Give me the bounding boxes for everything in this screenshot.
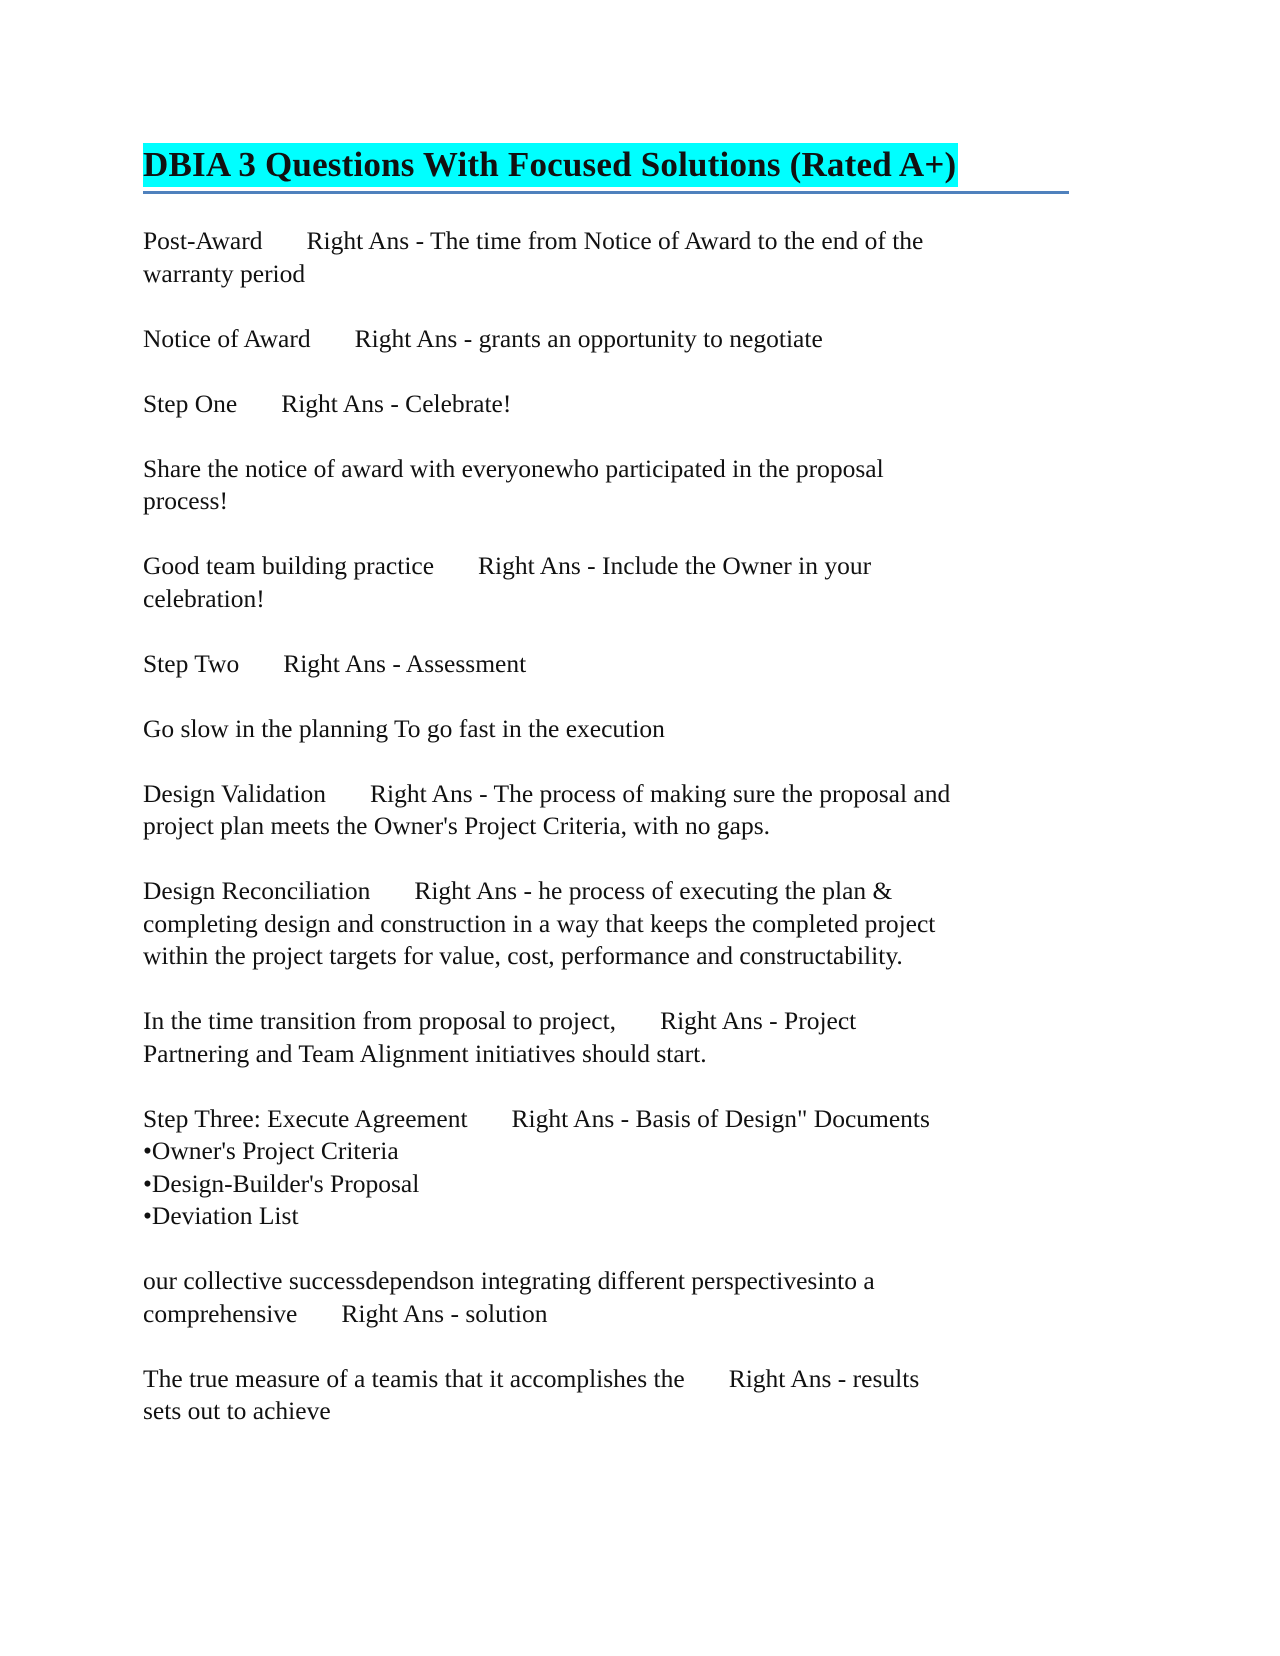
qa-item (143, 875, 1083, 973)
qa-item (143, 648, 1083, 681)
text-paragraph (143, 713, 1083, 746)
question: Good team building practice (143, 551, 435, 580)
question: our collective successdependson integrating different perspectivesinto a (143, 1266, 875, 1295)
qa-item (143, 1005, 1083, 1070)
qa-item (143, 323, 1083, 356)
answer: Right Ans - The time from Notice of Award to the end of the (306, 226, 924, 255)
answer: Right Ans - Celebrate! (281, 388, 512, 418)
question: In the time transition from proposal to project, (143, 1006, 617, 1035)
question: comprehensive (143, 1298, 298, 1328)
qa-item (143, 388, 1083, 421)
answer: completing design and construction in a way that keeps the completed project (143, 908, 936, 938)
answer: Right Ans - he process of executing the plan & (414, 876, 893, 905)
answer: Right Ans - results (728, 1363, 920, 1393)
question: Design Reconciliation (143, 876, 371, 905)
question: Design Validation (143, 778, 326, 808)
answer-bullet: •Owner's Project Criteria (143, 1136, 399, 1165)
title-block (143, 143, 1069, 194)
question: Step Two (143, 648, 240, 678)
text-line: process! (143, 486, 228, 515)
question: Post-Award (143, 226, 263, 255)
answer: Right Ans - Project (660, 1006, 857, 1035)
text-paragraph (143, 453, 1083, 518)
question: Step Three: Execute Agreement (143, 1103, 468, 1133)
answer-bullet: •Design-Builder's Proposal (143, 1168, 420, 1198)
text-line: Share the notice of award with everyonewho participated in the proposal (143, 453, 884, 483)
qa-item (143, 1103, 1083, 1233)
question: Notice of Award (143, 323, 311, 353)
question: Step One (143, 388, 238, 418)
answer: Right Ans - The process of making sure the proposal and (369, 778, 951, 808)
answer: within the project targets for value, cost, performance and constructability. (143, 941, 903, 970)
answer: warranty period (143, 258, 306, 288)
qa-item (143, 225, 1083, 290)
answer: celebration! (143, 583, 265, 613)
answer: Right Ans - Assessment (283, 648, 527, 678)
answer: Right Ans - grants an opportunity to negotiate (354, 323, 823, 353)
document-title: DBIA 3 Questions With Focused Solutions (Rated A+) (143, 143, 958, 187)
answer: Right Ans - solution (341, 1298, 548, 1328)
text-line: Go slow in the planning To go fast in the execution (143, 713, 665, 743)
answer: Right Ans - Basis of Design" Documents (511, 1103, 930, 1133)
answer-bullet: •Deviation List (143, 1201, 299, 1230)
qa-item (143, 778, 1083, 843)
qa-item (143, 1265, 1083, 1330)
qa-item (143, 550, 1083, 615)
question: The true measure of a teamis that it accomplishes the (143, 1363, 685, 1393)
answer: Partnering and Team Alignment initiatives should start. (143, 1038, 707, 1068)
qa-item (143, 1363, 1083, 1428)
answer: project plan meets the Owner's Project Criteria, with no gaps. (143, 811, 771, 840)
answer: Right Ans - Include the Owner in your (478, 551, 872, 580)
answer: sets out to achieve (143, 1396, 331, 1425)
document-body (143, 225, 1083, 1460)
